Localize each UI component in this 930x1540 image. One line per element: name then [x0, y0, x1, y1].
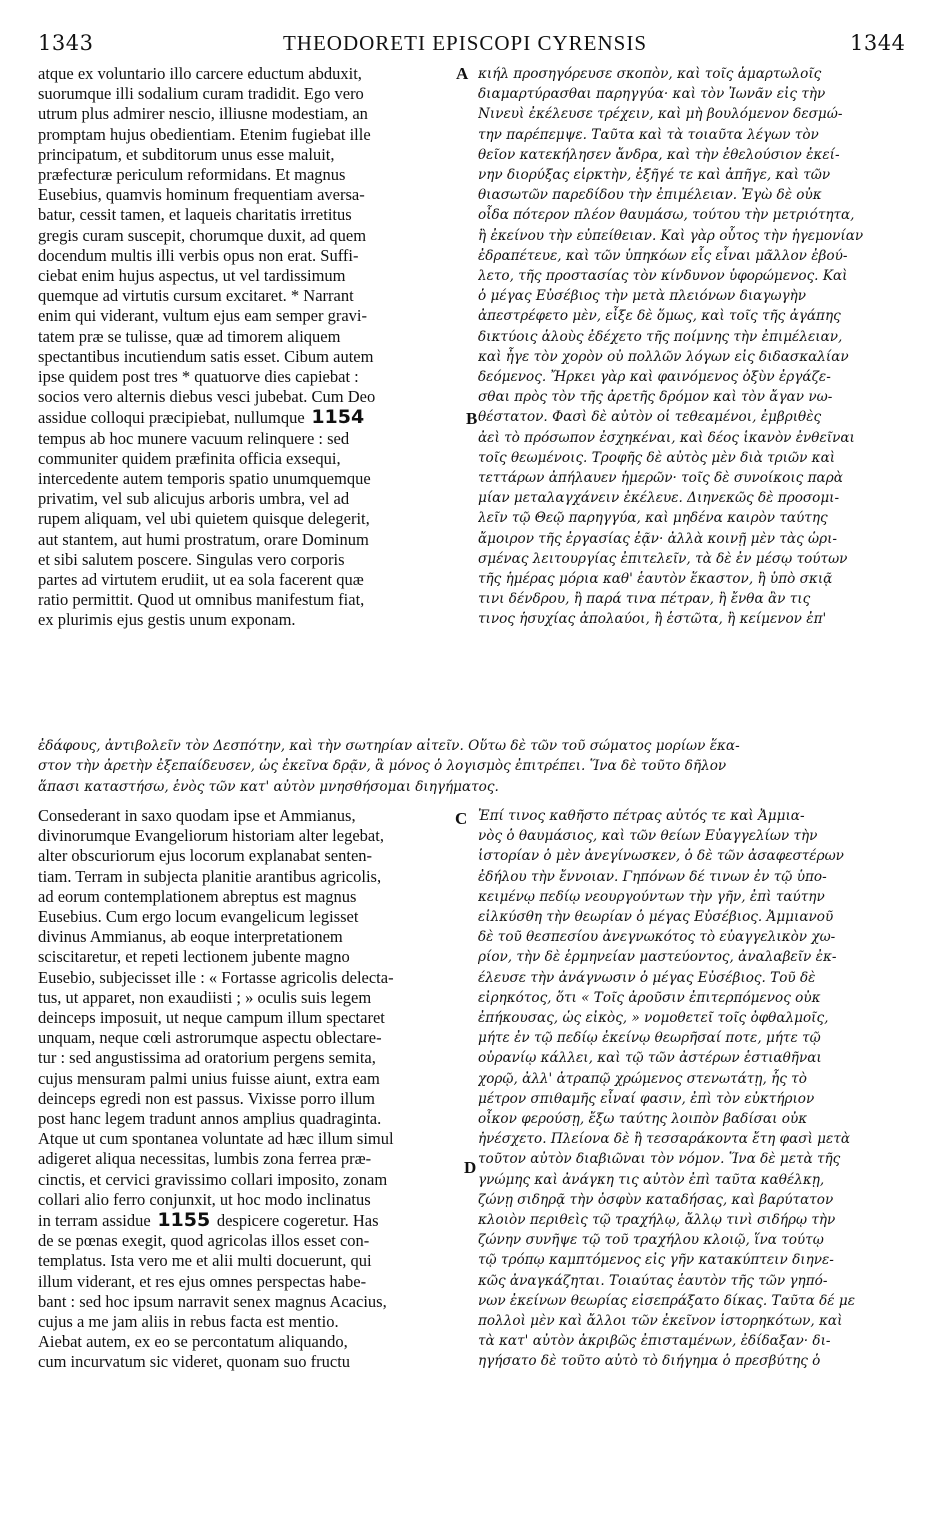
greek-text-line: γνώμης καὶ ἀνάγκη τις αὐτὸν ἐπὶ ταῦτα καθέλκῃ, — [478, 1171, 825, 1188]
latin-text-line: sciscitaretur, et repeti lectionem jubente magno — [38, 947, 350, 967]
latin-text-line: spectantibus incutiendum satis esset. Cibum autem — [38, 346, 374, 366]
latin-text-line: partes ad virtutem erudiit, ut ea sola facerent quæ — [38, 570, 364, 590]
greek-text-line: μέτρον σπιθαμῆς εἶναί φασιν, ἐπὶ τὸν εὐκτήριον — [478, 1090, 815, 1107]
greek-text-line: εἰρηκότος, ὅτι « Τοῖς ἀροῦσιν ἐπιτερπόμενος οὐκ — [478, 989, 821, 1006]
latin-text-line: suorumque illi sodalium curam tradidit. Ego vero — [38, 84, 364, 104]
greek-text-line: ἠνέσχετο. Πλείονα δὲ ἢ τεσσαράκοντα ἔτη φασὶ μετὰ — [478, 1131, 851, 1148]
latin-text-line: collari alio ferro conjunxit, ut hoc modo inclinatus — [38, 1189, 371, 1209]
greek-text-line: νων ἐκείνων θεωρίας εἰσεπράξατο δίκας. Ταῦτα δέ με — [478, 1292, 856, 1309]
latin-text-line: tatem præ se tulisse, quæ ad timorem aliquem — [38, 326, 341, 346]
latin-text-line: adigeret aliqua necessitas, lumbis zona ferrea præ- — [38, 1149, 372, 1169]
latin-text-line: Eusebio, subjecisset ille : « Fortasse agricolis delecta- — [38, 967, 394, 987]
latin-text-line: ciebat enim hujus aspectus, ut vel tardissimum — [38, 266, 346, 286]
greek-text-line: Νινευὶ ἐκέλευσε τρέχειν, καὶ μὴ βουλόμενον δεσμώ- — [478, 106, 843, 123]
greek-text-line: κιήλ προσηγόρευσε σκοπὸν, καὶ τοῖς ἁμαρτωλοῖς — [478, 66, 822, 82]
latin-text-line: templatus. Ista vero me et alii multi docuerunt, qui — [38, 1251, 372, 1271]
greek-text-line: ἱστορίαν ὁ μὲν ἀνεγίνωσκεν, ὁ δὲ τῶν ἀσαφεστέρων — [478, 848, 844, 865]
greek-text-line: τῷ τρόπῳ καμπτόμενος εἰς γῆν κατακύπτειν διηνε- — [478, 1252, 834, 1269]
latin-text-line: privatim, vel sub alicujus arboris umbra, vel ad — [38, 489, 350, 509]
latin-text-line: unquam, neque cœli astrorumque aspectu oblectare- — [38, 1028, 382, 1048]
latin-text-line: cinctis, et cervici gravissimo collari imposito, zonam — [38, 1169, 388, 1189]
greek-text-line: εἱλκύσθη τὴν θεωρίαν ὁ μέγας Εὐσέβιος. Ἀμμιανοῦ — [478, 909, 834, 926]
latin-text-line: gregis curam suscepit, chorumque duxit, ad quem — [38, 225, 367, 245]
latin-text-line: divinus Ammianus, ab eoque interpretationem — [38, 927, 343, 947]
greek-text-line: θέστατον. Φασὶ δὲ αὐτὸν οἱ τεθεαμένοι, ἐμβριθὲς — [478, 409, 822, 426]
latin-text-line: cujus mensuram palmi unius fuisse aiunt, extra eam — [38, 1068, 380, 1088]
greek-text-line: ἐδήλου τὴν ἔννοιαν. Γηπόνων δέ τινων ἐν τῷ ὑπο- — [478, 868, 827, 885]
greek-text-line: ὁ μέγας Εὐσέβιος τὴν μετὰ πλειόνων διαγωγὴν — [478, 288, 807, 305]
greek-text-line: ἐδάφους, ἀντιβολεῖν τὸν Δεσπότην, καὶ τὴν σωτηρίαν αἰτεῖν. Οὕτω δὲ τῶν τοῦ σώματος μορίων ἕκα- — [38, 738, 740, 754]
latin-text-line: præfecturæ periculum reformidans. Et magnus — [38, 165, 346, 185]
greek-text-line: δεόμενος. Ἤρκει γὰρ καὶ φαινόμενος ὀξὺν ἐργάζε- — [478, 369, 831, 386]
latin-text-line: deinceps imposuit, ut neque campum illum spectaret — [38, 1008, 385, 1028]
latin-column-top — [38, 64, 454, 631]
latin-text-line: quemque ad virtutis cursum excitaret. * Narrant — [38, 286, 354, 306]
greek-text-line: νὸς ὁ θαυμάσιος, καὶ τῶν θείων Εὐαγγελίων τὴν — [478, 828, 818, 845]
latin-text-line: docendum multis illi verbis opus non erat. Suffi- — [38, 245, 359, 265]
greek-text-line: θεῖον κατεκήλησεν ἄνδρα, καὶ τὴν ἐθελούσιον ἐκεί- — [478, 146, 840, 163]
greek-text-line: ἀεὶ τὸ πρόσωπον ἐσχηκέναι, καὶ δέος ἱκανὸν ἐνθεῖναι — [478, 429, 855, 446]
greek-text-line: μίαν μεταλαγχάνειν ἐκέλευε. Διηνεκῶς δὲ προσομι- — [478, 490, 840, 507]
greek-full-width-passage — [38, 736, 908, 797]
latin-text-line: in terram assidue 1155 despicere cogeretur. Has — [38, 1210, 379, 1232]
running-title: THEODORETI EPISCOPI CYRENSIS — [282, 31, 648, 55]
latin-text-line: de se pœnas exegit, quod agricolas illos esset con- — [38, 1231, 370, 1251]
greek-text-line: λεῖν τῷ Θεῷ παρηγγύα, καὶ μηδένα καιρὸν ταύτης — [478, 510, 828, 527]
latin-text-line: enim qui viderant, vultum ejus eam semper gravi- — [38, 306, 367, 326]
greek-text-line: τινος ἡσυχίας ἀπολαύοι, ἢ ἑστῶτα, ἢ κείμενον ἐπ' — [478, 611, 827, 628]
greek-text-line: τῆς ἡμέρας μόρια καθ' ἑαυτὸν ἕκαστον, ἢ ὑπὸ σκιᾷ — [478, 571, 833, 588]
latin-text-line: tempus ab hoc munere vacuum relinquere : sed — [38, 428, 350, 448]
latin-text-line: Aiebat autem, ex eo se percontatum aliquando, — [38, 1332, 348, 1352]
latin-text-line: communiter quidem præfinita officia exsequi, — [38, 448, 341, 468]
margin-letter-c: C — [455, 809, 468, 828]
latin-text-line: atque ex voluntario illo carcere eductum abduxit, — [38, 64, 362, 83]
greek-text-line: ζώνην συνῆψε τῷ τοῦ τραχήλου κλοιῷ, ἵνα τούτῳ — [478, 1232, 824, 1249]
greek-text-line: δικτύοις ἁλοὺς ἐδέχετο τῆς ποίμνης τὴν ἐπιμέλειαν, — [478, 328, 843, 345]
latin-text-line: illum viderant, et res ejus omnes perspectas habe- — [38, 1271, 367, 1291]
latin-text-line: Consederant in saxo quodam ipse et Ammianus, — [38, 806, 356, 825]
greek-text-line: έλευσε τὴν ἀνάγνωσιν ὁ μέγας Εὐσέβιος. Τοῦ δὲ — [478, 969, 816, 986]
greek-text-line: τοῦτον αὐτὸν διαβιῶναι τὸν νόμον. Ἵνα δὲ μετὰ τῆς — [478, 1151, 841, 1168]
latin-text-line: rupem aliquam, vel ubi quietem quisque delegerit, — [38, 509, 370, 529]
latin-text-line: ipse quidem post tres * quatuorve dies capiebat : — [38, 367, 359, 387]
greek-text-line: τὰ κατ' αὐτὸν ἀκριβῶς ἐπισταμένων, ἐδίδαξαν· δι- — [478, 1333, 831, 1350]
greek-text-line: οἶδα πότερον πλέον θαυμάσω, τούτου τὴν μετριότητα, — [478, 207, 855, 224]
latin-text-line: ratio permittit. Quod ut omnibus manifestum fiat, — [38, 590, 365, 610]
greek-text-line: ἢ ἐκείνου τὴν εὐπείθειαν. Καὶ γὰρ οὗτος τὴν ἡγεμονίαν — [478, 227, 864, 244]
latin-text-line: intercedente autem temporis spatio unumquemque — [38, 469, 371, 489]
latin-text-line: socios vero alternis diebus vesci jubebat. Cum Deo — [38, 387, 376, 407]
greek-text-line: οὐρανίῳ κάλλει, καὶ τῷ τῶν ἀστέρων ἑστιαθῆναι — [478, 1050, 822, 1067]
latin-text-line: et sibi salutem poscere. Singulas vero corporis — [38, 549, 345, 569]
greek-text-line: ἐδραπέτευε, καὶ τῶν ὑπηκόων εἷς εἶναι μᾶλλον ἐβού- — [478, 247, 848, 264]
greek-text-line: κλοιὸν περιθεὶς τῷ τραχήλῳ, ἄλλῳ τινὶ σιδήρῳ τὴν — [478, 1212, 836, 1229]
greek-text-line: ρίον, τὴν δὲ ἑρμηνείαν μαστεύοντος, ἀναλαβεῖν ἐκ- — [478, 949, 837, 966]
latin-text-line: tus, ut apparet, non exaudiisti ; » oculis suis legem — [38, 987, 372, 1007]
greek-text-line: τοῖς θεωμένοις. Τροφῆς δὲ αὐτὸς μὲν διὰ τριῶν καὶ — [478, 449, 836, 466]
margin-letter-b: B — [466, 409, 478, 428]
greek-text-line: ἄμοιρον τῆς ἐργασίας ἐᾷν· ἀλλὰ κοινῇ μὲν τὰς ὡρι- — [478, 530, 837, 547]
greek-text-line: ἐπήκουσας, ὡς εἰκὸς, » νομοθετεῖ τοῖς ὀφθαλμοῖς, — [478, 1010, 829, 1027]
margin-letter-d: D — [464, 1158, 477, 1177]
latin-text-line: bant : sed hoc ipsum narravit senex magnus Acacius, — [38, 1291, 387, 1311]
latin-text-line: divinorumque Evangeliorum historiam alter legebat, — [38, 826, 384, 846]
latin-text-line: ad eorum contemplationem abreptus est magnus — [38, 886, 357, 906]
column-number-1154: 1154 — [304, 407, 365, 429]
latin-text-line: principatum, et subditorum unus esse maluit, — [38, 144, 335, 164]
greek-text-line: κειμένῳ πεδίῳ νεουργούντων τὴν γῆν, ἐπὶ ταύτην — [478, 888, 825, 905]
greek-text-line: την παρέπεμψε. Ταῦτα καὶ τὰ τοιαῦτα λέγων τὸν — [478, 126, 819, 143]
latin-text-line: aut stantem, aut humi prostratum, orare Dominum — [38, 529, 369, 549]
latin-text-line: Eusebius, quamvis hominum frequentiam aversa- — [38, 185, 365, 205]
latin-text-line: tur : sed angustissima ad oratorium pergens semita, — [38, 1048, 376, 1068]
greek-text-line: χορῷ, ἀλλ' ἀτραπῷ χρώμενος στενωτάτῃ, ἧς τὸ — [478, 1070, 807, 1087]
greek-column-top — [478, 64, 908, 630]
latin-column-bottom — [38, 806, 454, 1373]
greek-text-line: ηγήσατο δὲ τοῦτο αὐτὸ τὸ διήγημα ὁ πρεσβύτης ὁ — [478, 1353, 821, 1370]
latin-text-line: ex plurimis ejus gestis unum exponam. — [38, 610, 296, 630]
greek-text-line: θιασωτῶν παρεδίδου τὴν ἐπιμέλειαν. Ἐγὼ δὲ οὐκ — [478, 187, 822, 204]
greek-text-line: δὲ τοῦ θεσπεσίου ἀνεγνωκότος τὸ εὐαγγελικὸν χω- — [478, 929, 836, 946]
greek-text-line: ζώνῃ σιδηρᾷ τὴν ὀσφὺν καταδήσας, καὶ βαρύτατον — [478, 1191, 834, 1208]
greek-text-line: μήτε ἐν τῷ πεδίῳ ἐκείνῳ θεωρῆσαί ποτε, μήτε τῷ — [478, 1030, 821, 1047]
latin-text-line: assidue colloqui præcipiebat, nullumque 1154 — [38, 407, 365, 429]
greek-text-line: λετο, τῆς προστασίας τὸν κίνδυνον ὑφορώμενος. Καὶ — [478, 268, 848, 285]
latin-text-line: cum incurvatum sic videret, quonam suo fructu — [38, 1352, 351, 1372]
latin-text-line: post hanc legem tradunt annos amplius quadraginta. — [38, 1109, 382, 1129]
latin-text-line: deinceps egredi non est passus. Vixisse porro illum — [38, 1088, 375, 1108]
greek-text-line: οἶκον φερούσῃ, ἔξω ταύτης λοιπὸν βαδίσαι οὐκ — [478, 1111, 808, 1128]
left-page-number: 1343 — [38, 31, 94, 55]
greek-text-line: σμένας λειτουργίας ἐπιτελεῖν, τὰ δὲ ἐν μέσῳ τούτων — [478, 550, 848, 567]
greek-text-line: καὶ ἦγε τὸν χορὸν οὐ πολλῶν λόγων εἰς διδασκαλίαν — [478, 348, 849, 365]
greek-text-line: ἅπασι καταστήσω, ἑνὸς τῶν κατ' αὐτὸν μνησθήσομαι διηγήματος. — [38, 778, 499, 795]
greek-text-line: στον τὴν ἀρετὴν ἐξεπαίδευσεν, ὡς ἐκεῖνα δρᾷν, ἃ μόνος ὁ λογισμὸς ἐπιτρέπει. Ἵνα δὲ τοῦτο δῆλον — [38, 758, 727, 775]
latin-text-line: promptam hujus obedientiam. Etenim fugiebat ille — [38, 124, 371, 144]
column-number-1155: 1155 — [150, 1210, 217, 1232]
latin-text-line: Eusebius. Cum ergo locum evangelicum legisset — [38, 907, 359, 927]
greek-text-line: σθαι πρὸς τὸν τῆς ἀρετῆς δρόμον καὶ τὸν ἄγαν νω- — [478, 389, 833, 406]
latin-text-line: utrum plus admirer nescio, illiusne modestiam, an — [38, 104, 368, 124]
greek-text-line: κῶς ἀναγκάζηται. Τοιαύτας ἑαυτὸν τῆς τῶν γηπό- — [478, 1272, 828, 1289]
margin-letter-a: A — [456, 64, 469, 83]
greek-column-bottom — [478, 806, 908, 1372]
latin-text-line: cujus a me jam aliis in rebus facta est mentio. — [38, 1312, 339, 1332]
latin-text-fragment: despicere cogeretur. Has — [216, 1211, 379, 1231]
greek-text-line: τινι δένδρου, ἢ παρά τινα πέτραν, ἢ ἔνθα ἂν τις — [478, 591, 811, 608]
greek-text-line: πολλοὶ μὲν καὶ ἄλλοι τῶν ἐκεῖνον ἱστορηκότων, καὶ — [478, 1313, 843, 1330]
greek-text-line: διαμαρτύρασθαι παρηγγύα· καὶ τὸν Ἰωνᾶν εἰς τὴν — [478, 86, 826, 103]
latin-text-line: batur, cessit tamen, et laqueis charitatis irretitus — [38, 205, 352, 225]
greek-text-line: νην διορύξας εἱρκτὴν, ἐξῆγέ τε καὶ ἀπῆγε, καὶ τῶν — [478, 167, 831, 184]
right-page-number: 1344 — [850, 31, 906, 55]
greek-text-line: Ἐπί τινος καθῆστο πέτρας αὐτός τε καὶ Ἀμμια- — [478, 808, 805, 824]
latin-text-line: alter obscuriorum ejus locorum explanabat senten- — [38, 846, 373, 866]
latin-text-line: tiam. Terram in subjecta planitie arantibus agricolis, — [38, 866, 382, 886]
greek-text-line: τεττάρων ἀπήλαυεν ἡμερῶν· τοῖς δὲ συνοίκοις παρὰ — [478, 470, 843, 487]
latin-text-line: Atque ut cum spontanea voluntate ad hæc illum simul — [38, 1129, 394, 1149]
greek-text-line: ἀπεστρέφετο μὲν, εἶξε δὲ ὅμως, καὶ τοῖς τῆς ἀγάπης — [478, 308, 841, 325]
